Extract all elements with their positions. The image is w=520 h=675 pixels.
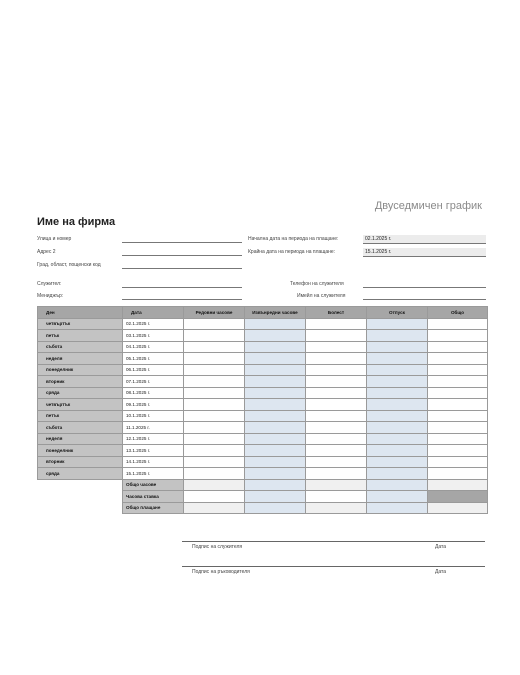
company-name[interactable]: Име на фирма [37, 216, 116, 228]
table-row [38, 376, 488, 388]
period-start-value: 02.1.2025 г. [365, 236, 392, 242]
manager-field[interactable] [122, 299, 242, 300]
row-vacation-cell[interactable] [367, 399, 428, 411]
row-total-cell[interactable] [428, 330, 488, 342]
row-sick-cell[interactable] [306, 422, 367, 434]
row-date[interactable]: 08.1.2025 г. [123, 387, 184, 399]
row-day: неделя [38, 353, 123, 365]
city-label: Град, област, пощенски код [37, 262, 101, 268]
row-day: събота [38, 341, 123, 353]
row-regular-hours-cell[interactable] [184, 364, 245, 376]
row-day: събота [38, 422, 123, 434]
employee-signature-label: Подпис на служителя [192, 544, 243, 550]
row-total-cell[interactable] [428, 376, 488, 388]
row-overtime-hours-cell[interactable] [245, 410, 306, 422]
table-row [38, 422, 488, 434]
row-day: понеделник [38, 445, 123, 457]
row-vacation-cell[interactable] [367, 318, 428, 330]
row-total-cell[interactable] [428, 468, 488, 480]
row-overtime-hours-cell[interactable] [245, 399, 306, 411]
total-overtime-cell[interactable] [245, 479, 306, 491]
city-field[interactable] [122, 268, 242, 269]
row-vacation-cell[interactable] [367, 468, 428, 480]
row-total-cell[interactable] [428, 387, 488, 399]
table-row [38, 468, 488, 480]
row-total-cell[interactable] [428, 364, 488, 376]
manager-signature-line[interactable] [182, 566, 485, 567]
table-row [38, 387, 488, 399]
table-row [38, 433, 488, 445]
row-date[interactable]: 02.1.2025 г. [123, 318, 184, 330]
total-hours-row [38, 479, 488, 491]
row-regular-hours-cell[interactable] [184, 341, 245, 353]
row-vacation-cell[interactable] [367, 433, 428, 445]
row-total-cell[interactable] [428, 399, 488, 411]
row-date[interactable]: 13.1.2025 г. [123, 445, 184, 457]
row-regular-hours-cell[interactable] [184, 318, 245, 330]
header-sick: Болест [306, 307, 367, 319]
row-sick-cell[interactable] [306, 410, 367, 422]
total-pay-label: Общо плащане [123, 502, 184, 514]
row-overtime-hours-cell[interactable] [245, 387, 306, 399]
pay-sick-cell[interactable] [306, 502, 367, 514]
row-regular-hours-cell[interactable] [184, 353, 245, 365]
manager-label: Мениджър: [37, 293, 64, 299]
row-vacation-cell[interactable] [367, 445, 428, 457]
employee-phone-label: Телефон на служителя [290, 281, 344, 287]
row-regular-hours-cell[interactable] [184, 387, 245, 399]
table-row [38, 456, 488, 468]
address2-label: Адрес 2 [37, 249, 56, 255]
row-vacation-cell[interactable] [367, 387, 428, 399]
header-vacation: Отпуск [367, 307, 428, 319]
table-row [38, 353, 488, 365]
rate-regular-cell[interactable] [184, 491, 245, 503]
total-pay-row [38, 502, 488, 514]
table-row [38, 318, 488, 330]
row-vacation-cell[interactable] [367, 330, 428, 342]
row-sick-cell[interactable] [306, 376, 367, 388]
row-sick-cell[interactable] [306, 468, 367, 480]
row-overtime-hours-cell[interactable] [245, 468, 306, 480]
row-sick-cell[interactable] [306, 445, 367, 457]
row-overtime-hours-cell[interactable] [245, 330, 306, 342]
row-vacation-cell[interactable] [367, 410, 428, 422]
row-day: вторник [38, 456, 123, 468]
table-row [38, 410, 488, 422]
row-overtime-hours-cell[interactable] [245, 422, 306, 434]
row-day: сряда [38, 468, 123, 480]
manager-signature-label: Подпис на ръководителя [192, 569, 250, 575]
header-regular-hours: Редовни часове [184, 307, 245, 319]
rate-sick-cell[interactable] [306, 491, 367, 503]
row-regular-hours-cell[interactable] [184, 422, 245, 434]
header-overtime-hours: Извънредни часове [245, 307, 306, 319]
row-total-cell[interactable] [428, 318, 488, 330]
table-row [38, 364, 488, 376]
row-vacation-cell[interactable] [367, 353, 428, 365]
row-overtime-hours-cell[interactable] [245, 341, 306, 353]
row-overtime-hours-cell[interactable] [245, 318, 306, 330]
row-sick-cell[interactable] [306, 364, 367, 376]
row-regular-hours-cell[interactable] [184, 433, 245, 445]
row-date[interactable]: 11.1.2025 г. [123, 422, 184, 434]
employee-signature-date-label: Дата [435, 544, 447, 550]
row-day: петък [38, 410, 123, 422]
row-sick-cell[interactable] [306, 330, 367, 342]
table-row [38, 341, 488, 353]
row-overtime-hours-cell[interactable] [245, 433, 306, 445]
row-sick-cell[interactable] [306, 456, 367, 468]
row-date[interactable]: 12.1.2025 г. [123, 433, 184, 445]
row-day: четвъртък [38, 399, 123, 411]
employee-signature-line[interactable] [182, 541, 485, 542]
hourly-rate-row [38, 491, 488, 503]
row-sick-cell[interactable] [306, 318, 367, 330]
period-start-field[interactable] [363, 235, 486, 244]
row-date[interactable]: 07.1.2025 г. [123, 376, 184, 388]
row-sick-cell[interactable] [306, 387, 367, 399]
pay-total-cell[interactable] [428, 502, 488, 514]
period-end-value: 15.1.2025 г. [365, 249, 392, 255]
row-vacation-cell[interactable] [367, 376, 428, 388]
row-vacation-cell[interactable] [367, 422, 428, 434]
employee-phone-field[interactable] [363, 287, 486, 288]
total-vacation-cell[interactable] [367, 479, 428, 491]
header-total: Общо [428, 307, 488, 319]
row-total-cell[interactable] [428, 422, 488, 434]
row-sick-cell[interactable] [306, 433, 367, 445]
row-regular-hours-cell[interactable] [184, 456, 245, 468]
row-total-cell[interactable] [428, 445, 488, 457]
row-regular-hours-cell[interactable] [184, 445, 245, 457]
employee-field[interactable] [122, 287, 242, 288]
hourly-rate-label: Часова ставка [123, 491, 184, 503]
row-regular-hours-cell[interactable] [184, 376, 245, 388]
rate-vacation-cell[interactable] [367, 491, 428, 503]
row-day: сряда [38, 387, 123, 399]
row-sick-cell[interactable] [306, 399, 367, 411]
row-total-cell[interactable] [428, 456, 488, 468]
rate-overtime-cell[interactable] [245, 491, 306, 503]
row-total-cell[interactable] [428, 341, 488, 353]
period-start-label: Начална дата на периода на плащане: [248, 236, 339, 242]
row-overtime-hours-cell[interactable] [245, 376, 306, 388]
row-date[interactable]: 10.1.2025 г. [123, 410, 184, 422]
rate-total-cell [428, 491, 488, 503]
row-regular-hours-cell[interactable] [184, 468, 245, 480]
row-regular-hours-cell[interactable] [184, 330, 245, 342]
street-label: Улица и номер [37, 236, 72, 242]
table-row [38, 445, 488, 457]
row-day: неделя [38, 433, 123, 445]
row-regular-hours-cell[interactable] [184, 399, 245, 411]
row-day: петък [38, 330, 123, 342]
row-day: четвъртък [38, 318, 123, 330]
pay-regular-cell[interactable] [184, 502, 245, 514]
pay-vacation-cell[interactable] [367, 502, 428, 514]
row-overtime-hours-cell[interactable] [245, 445, 306, 457]
employee-email-field[interactable] [363, 299, 486, 300]
row-overtime-hours-cell[interactable] [245, 353, 306, 365]
table-row [38, 399, 488, 411]
row-date[interactable]: 15.1.2025 г. [123, 468, 184, 480]
address2-field[interactable] [122, 255, 242, 256]
row-day: понеделник [38, 364, 123, 376]
document-title: Двуседмичен график [374, 200, 482, 212]
row-overtime-hours-cell[interactable] [245, 364, 306, 376]
row-total-cell[interactable] [428, 410, 488, 422]
table-header-row [38, 307, 488, 319]
pay-overtime-cell[interactable] [245, 502, 306, 514]
employee-label: Служител: [37, 281, 62, 287]
header-day: Ден [38, 307, 123, 319]
row-total-cell[interactable] [428, 433, 488, 445]
table-row [38, 330, 488, 342]
row-date[interactable]: 09.1.2025 г. [123, 399, 184, 411]
period-end-label: Крайна дата на периода на плащане: [248, 249, 336, 255]
header-date: Дата [123, 307, 184, 319]
street-field[interactable] [122, 242, 242, 243]
row-date[interactable]: 06.1.2025 г. [123, 364, 184, 376]
row-vacation-cell[interactable] [367, 456, 428, 468]
row-vacation-cell[interactable] [367, 364, 428, 376]
row-sick-cell[interactable] [306, 353, 367, 365]
row-total-cell[interactable] [428, 353, 488, 365]
row-date[interactable]: 03.1.2025 г. [123, 330, 184, 342]
row-vacation-cell[interactable] [367, 341, 428, 353]
row-regular-hours-cell[interactable] [184, 410, 245, 422]
period-end-field[interactable] [363, 248, 486, 257]
row-date[interactable]: 14.1.2025 г. [123, 456, 184, 468]
row-overtime-hours-cell[interactable] [245, 456, 306, 468]
row-day: вторник [38, 376, 123, 388]
total-hours-label: Общо часове [123, 479, 184, 491]
timesheet-table [37, 306, 488, 514]
manager-signature-date-label: Дата [435, 569, 447, 575]
total-total-cell[interactable] [428, 479, 488, 491]
row-date[interactable]: 04.1.2025 г. [123, 341, 184, 353]
total-sick-cell[interactable] [306, 479, 367, 491]
row-sick-cell[interactable] [306, 341, 367, 353]
employee-email-label: Имейл на служителя [297, 293, 346, 299]
total-regular-cell[interactable] [184, 479, 245, 491]
row-date[interactable]: 05.1.2025 г. [123, 353, 184, 365]
